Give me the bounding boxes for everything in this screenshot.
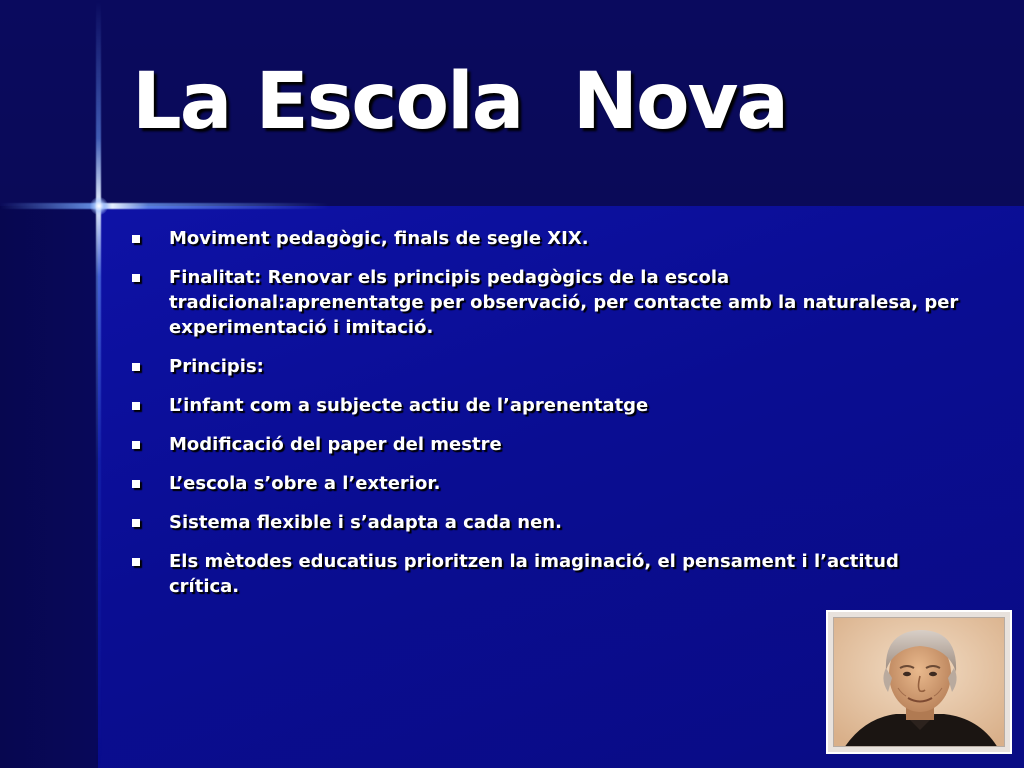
bullet-item bbox=[130, 549, 960, 599]
square-bullet-icon bbox=[132, 441, 140, 449]
bullet-text: L’infant com a subjecte actiu de l’aprenentatge bbox=[169, 395, 649, 416]
square-bullet-icon bbox=[132, 480, 140, 488]
bullet-item bbox=[130, 510, 960, 535]
slide-title: La Escola Nova bbox=[132, 57, 788, 147]
bullet-text: L’escola s’obre a l’exterior. bbox=[169, 473, 441, 494]
bullet-text: Sistema flexible i s’adapta a cada nen. bbox=[169, 512, 562, 533]
bullet-text: Principis: bbox=[169, 356, 264, 377]
square-bullet-icon bbox=[132, 363, 140, 371]
bullet-item bbox=[130, 393, 960, 418]
portrait-photo bbox=[833, 617, 1005, 747]
bullet-text: Finalitat: Renovar els principis pedagògics de la escola tradicional:aprenentatge per observació, per contacte amb la naturalesa, per experimentació i imitació. bbox=[169, 267, 959, 338]
bullet-item bbox=[130, 226, 960, 251]
sparkle-star-icon bbox=[90, 197, 108, 215]
bullet-text: Moviment pedagògic, finals de segle XIX. bbox=[169, 228, 589, 249]
bullet-item bbox=[130, 432, 960, 457]
square-bullet-icon bbox=[132, 402, 140, 410]
square-bullet-icon bbox=[132, 274, 140, 282]
bullet-item bbox=[130, 265, 960, 340]
bullet-list bbox=[130, 226, 960, 613]
portrait-frame bbox=[826, 610, 1012, 754]
square-bullet-icon bbox=[132, 558, 140, 566]
bullet-text: Els mètodes educatius prioritzen la imaginació, el pensament i l’actitud crítica. bbox=[169, 551, 899, 597]
sparkle-horizontal-ray bbox=[0, 203, 330, 209]
portrait-illustration bbox=[834, 618, 1005, 747]
bullet-item bbox=[130, 354, 960, 379]
left-strip bbox=[0, 206, 98, 768]
sparkle-vertical-ray bbox=[96, 0, 101, 768]
square-bullet-icon bbox=[132, 235, 140, 243]
square-bullet-icon bbox=[132, 519, 140, 527]
bullet-text: Modificació del paper del mestre bbox=[169, 434, 502, 455]
bullet-item bbox=[130, 471, 960, 496]
